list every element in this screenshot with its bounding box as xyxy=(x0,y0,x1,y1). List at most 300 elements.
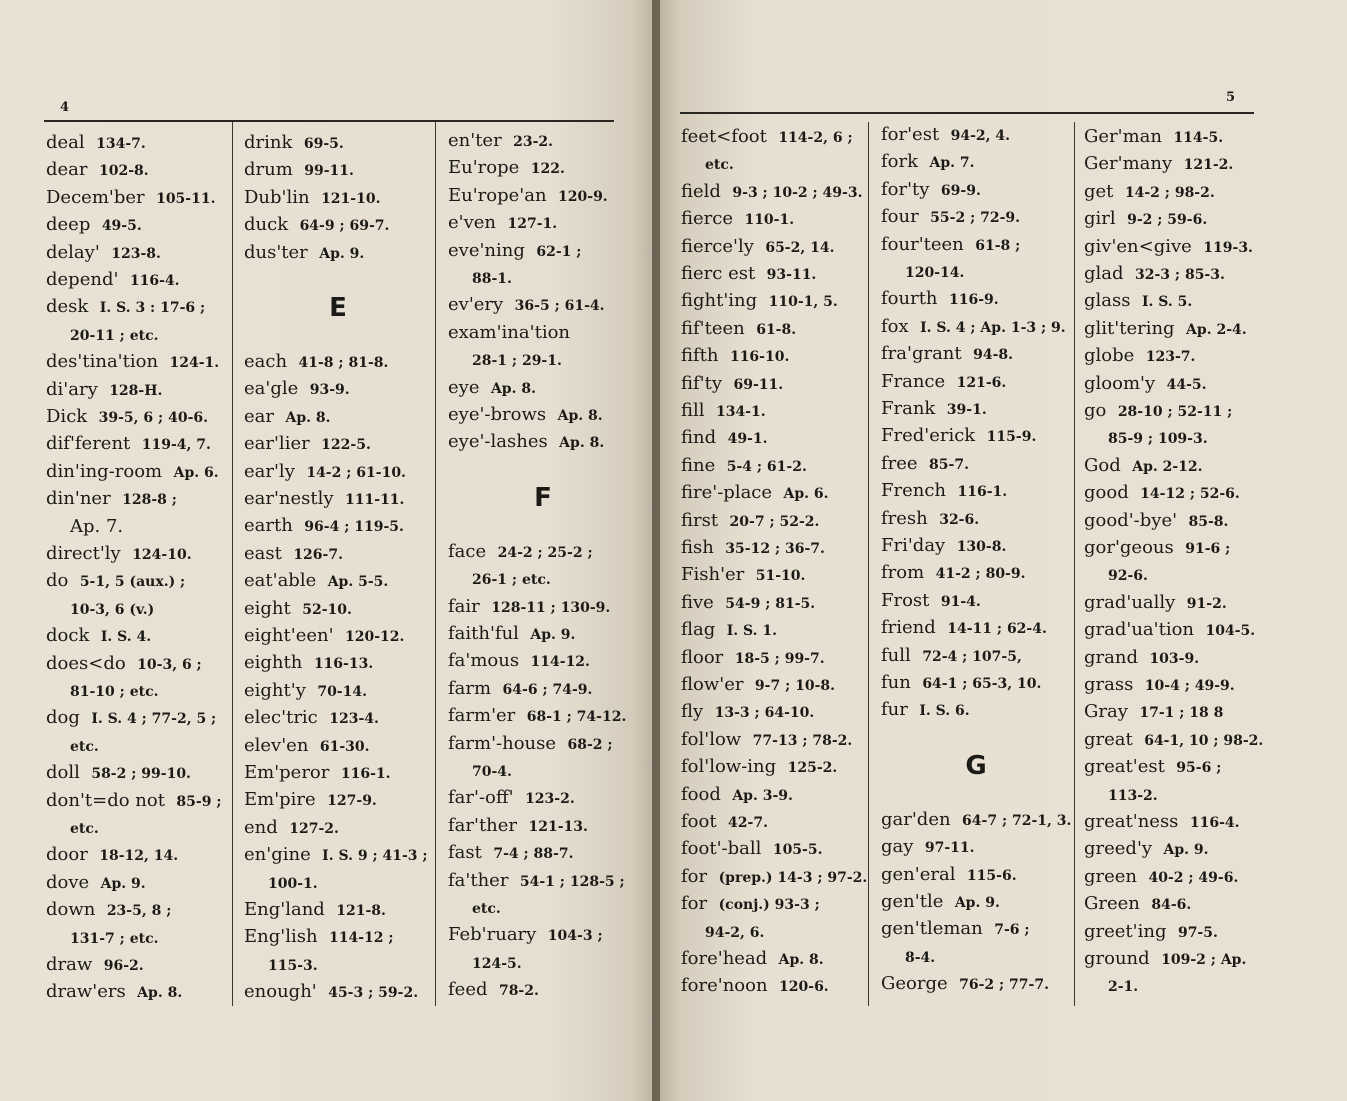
index-entry xyxy=(881,617,1047,640)
index-entry xyxy=(1084,208,1207,231)
index-entry xyxy=(881,398,987,421)
entry-word: for'est xyxy=(881,124,940,145)
entry-reference: 49-1. xyxy=(727,431,768,448)
entry-reference: 127-2. xyxy=(289,820,339,837)
index-entry-continuation xyxy=(244,872,318,895)
index-entry xyxy=(881,973,1049,996)
entry-reference: 28-10 ; 52-11 ; xyxy=(1117,404,1233,420)
column-5 xyxy=(881,124,1071,1004)
index-entry xyxy=(46,707,216,730)
entry-reference: 20-11 ; etc. xyxy=(70,327,159,344)
index-entry xyxy=(448,979,539,1002)
index-entry xyxy=(881,836,975,859)
index-entry xyxy=(46,269,180,292)
index-entry xyxy=(681,318,796,341)
index-entry xyxy=(1084,948,1246,971)
entry-word: fa'ther xyxy=(448,869,509,891)
entry-reference: 81-10 ; etc. xyxy=(70,684,159,700)
index-entry xyxy=(448,404,603,427)
index-entry xyxy=(681,263,816,286)
index-entry-continuation xyxy=(448,760,512,783)
entry-word: greed'y xyxy=(1084,838,1153,860)
entry-word: fourth xyxy=(881,288,938,310)
index-entry-continuation xyxy=(244,954,318,977)
entry-reference: 116-1. xyxy=(957,484,1008,501)
entry-reference: 32-3 ; 85-3. xyxy=(1135,267,1225,283)
index-entry xyxy=(681,948,824,971)
entry-word: dear xyxy=(46,159,88,181)
entry-reference: 105-5. xyxy=(772,842,823,859)
entry-reference: 120-6. xyxy=(779,979,829,996)
entry-word: farm'er xyxy=(448,705,516,727)
index-entry xyxy=(681,482,829,505)
entry-reference: 69-11. xyxy=(733,376,784,393)
index-entry xyxy=(244,351,388,374)
entry-word: Ap. 7. xyxy=(70,515,124,537)
index-entry xyxy=(448,815,588,838)
entry-word: en'gine xyxy=(244,844,311,866)
entry-word: dove xyxy=(46,871,90,893)
right-page xyxy=(660,0,1347,1101)
entry-reference: 70-14. xyxy=(317,683,367,700)
entry-reference: 55-2 ; 72-9. xyxy=(930,210,1021,227)
entry-word: Eng'land xyxy=(244,899,325,920)
entry-reference: 122. xyxy=(530,161,565,178)
right-page-number: 5 xyxy=(1226,90,1236,105)
index-entry xyxy=(46,461,219,484)
entry-reference: I. S. 4. xyxy=(100,629,152,646)
entry-word: grand xyxy=(1084,646,1138,668)
entry-word: good xyxy=(1084,482,1129,504)
entry-word: from xyxy=(881,562,925,584)
index-entry xyxy=(448,705,626,728)
entry-word: Fri'day xyxy=(881,535,946,556)
index-entry xyxy=(681,427,768,450)
entry-reference: 127-1. xyxy=(507,216,558,233)
entry-reference: 40-2 ; 49-6. xyxy=(1148,869,1239,886)
entry-reference: 5-1, 5 (aux.) ; xyxy=(79,574,186,591)
column-4 xyxy=(681,124,868,1004)
entry-word: Fish'er xyxy=(681,564,745,586)
entry-word: full xyxy=(881,644,911,666)
entry-reference: 102-8. xyxy=(98,163,149,180)
entry-word: French xyxy=(881,480,947,502)
index-entry-continuation xyxy=(46,680,158,703)
entry-reference: 54-9 ; 81-5. xyxy=(725,595,816,612)
entry-reference: (prep.) 14-3 ; 97-2. xyxy=(718,869,868,886)
index-entry xyxy=(681,647,825,670)
entry-reference: I. S. 1. xyxy=(726,623,777,640)
entry-word: fight'ing xyxy=(681,290,758,312)
entry-word: drink xyxy=(244,132,293,153)
entry-word: does<do xyxy=(46,652,126,674)
index-entry xyxy=(681,729,852,752)
entry-word: flow'er xyxy=(681,674,744,695)
entry-reference: Ap. 9. xyxy=(319,245,365,262)
index-entry xyxy=(681,373,783,396)
entry-word: din'ner xyxy=(46,488,111,510)
entry-word: feet<foot xyxy=(681,126,767,147)
entry-reference: 20-7 ; 52-2. xyxy=(729,513,820,530)
index-entry xyxy=(46,242,161,265)
entry-word: don't=do not xyxy=(46,789,165,811)
entry-word: fif'ty xyxy=(681,372,723,394)
entry-word: delay' xyxy=(46,241,100,263)
entry-word: fine xyxy=(681,454,716,476)
entry-word: e'ven xyxy=(448,212,497,234)
entry-reference: 116-9. xyxy=(948,292,999,309)
entry-word: floor xyxy=(681,646,724,668)
entry-word: farm'-house xyxy=(448,732,557,754)
entry-reference: 116-4. xyxy=(129,273,180,289)
entry-word: field xyxy=(681,180,721,202)
entry-word: fifth xyxy=(681,345,719,367)
entry-reference: 115-3. xyxy=(268,957,318,974)
entry-word: fork xyxy=(881,151,919,173)
entry-reference: 42-7. xyxy=(728,815,768,831)
entry-reference: Ap. 9. xyxy=(100,875,146,892)
entry-reference: 127-9. xyxy=(327,793,377,810)
index-entry xyxy=(1084,263,1225,286)
header-rule-right xyxy=(680,112,1254,114)
entry-reference: 121-6. xyxy=(956,374,1007,391)
entry-reference: 49-5. xyxy=(101,218,142,235)
entry-word: for'ty xyxy=(881,178,930,200)
entry-word: Frost xyxy=(881,589,930,611)
section-letter-heading: E xyxy=(329,293,347,323)
entry-word: Gray xyxy=(1084,701,1128,723)
entry-reference: 104-3 ; xyxy=(547,928,603,945)
entry-word: fore'noon xyxy=(681,975,768,997)
entry-word: gar'den xyxy=(881,808,951,830)
entry-word: Dub'lin xyxy=(244,186,310,208)
entry-word: gen'tleman xyxy=(881,918,983,940)
entry-word: des'tina'tion xyxy=(46,351,159,373)
entry-word: face xyxy=(448,540,487,562)
index-entry xyxy=(46,406,208,429)
entry-reference: 85-7. xyxy=(929,456,969,473)
index-entry xyxy=(1084,318,1247,341)
entry-word: find xyxy=(681,427,717,449)
entry-reference: Ap. 6. xyxy=(783,486,829,503)
entry-word: gen'tle xyxy=(881,891,944,912)
entry-word: Eng'lish xyxy=(244,926,318,948)
index-entry xyxy=(448,596,610,619)
entry-word: fill xyxy=(681,400,705,421)
index-entry-continuation xyxy=(881,946,935,969)
entry-reference: 97-11. xyxy=(924,840,975,857)
entry-reference: 51-10. xyxy=(755,568,806,585)
index-entry xyxy=(244,735,370,758)
entry-reference: 123-8. xyxy=(111,245,161,262)
entry-reference: 121-8. xyxy=(336,903,386,919)
entry-word: fierce'ly xyxy=(681,235,754,257)
entry-reference: 104-5. xyxy=(1205,623,1256,640)
entry-word: fire'-place xyxy=(681,482,773,504)
index-entry xyxy=(681,181,862,204)
entry-word: friend xyxy=(881,617,936,639)
entry-word: Em'pire xyxy=(244,789,316,811)
index-entry-continuation xyxy=(881,261,964,284)
entry-reference: 64-6 ; 74-9. xyxy=(502,681,593,698)
entry-reference: 7-6 ; xyxy=(994,922,1030,939)
entry-reference: Ap. 2-12. xyxy=(1132,458,1203,475)
entry-reference: 61-30. xyxy=(319,738,370,755)
entry-reference: 36-5 ; 61-4. xyxy=(514,298,605,315)
index-entry xyxy=(46,954,144,977)
index-entry xyxy=(448,787,575,810)
index-entry xyxy=(1084,126,1223,149)
entry-word: draw xyxy=(46,954,93,975)
index-entry xyxy=(681,564,805,587)
index-entry-continuation xyxy=(448,349,562,372)
entry-reference: 94-2, 4. xyxy=(950,128,1011,144)
entry-word: Green xyxy=(1084,893,1140,915)
index-entry xyxy=(46,981,182,1004)
index-entry xyxy=(448,294,605,317)
entry-reference: Ap. 2-4. xyxy=(1186,321,1247,338)
entry-word: for xyxy=(681,893,708,915)
entry-word: gloom'y xyxy=(1084,372,1156,394)
entry-reference: 119-4, 7. xyxy=(141,437,211,454)
entry-reference: 116-13. xyxy=(313,656,374,673)
entry-word: faith'ful xyxy=(448,623,519,644)
index-entry xyxy=(1084,647,1199,670)
entry-word: Ger'many xyxy=(1084,153,1173,175)
index-entry xyxy=(881,371,1006,394)
entry-reference: 23-5, 8 ; xyxy=(106,903,172,920)
entry-reference: 111-11. xyxy=(345,492,405,508)
entry-word: fish xyxy=(681,537,714,558)
index-entry xyxy=(881,891,1000,914)
entry-word: foot xyxy=(681,811,717,832)
entry-reference: 64-1, 10 ; 98-2. xyxy=(1144,732,1264,749)
entry-reference: 113-2. xyxy=(1108,787,1158,804)
entry-reference: 62-1 ; xyxy=(536,243,582,260)
entry-reference: 131-7 ; etc. xyxy=(70,930,159,947)
entry-reference: 14-11 ; 62-4. xyxy=(947,621,1047,638)
index-entry xyxy=(46,296,205,319)
entry-reference: 72-4 ; 107-5, xyxy=(922,648,1022,665)
entry-reference: I. S. 4 ; Ap. 1-3 ; 9. xyxy=(920,319,1066,336)
entry-word: ear'lier xyxy=(244,433,310,455)
index-entry xyxy=(681,893,820,916)
index-entry xyxy=(881,864,1017,887)
entry-word: ear'ly xyxy=(244,460,295,482)
entry-reference: (conj.) 93-3 ; xyxy=(718,897,820,914)
entry-word: dog xyxy=(46,707,80,729)
entry-word: fox xyxy=(881,315,909,337)
index-entry xyxy=(244,242,364,265)
entry-reference: 123-2. xyxy=(525,791,575,808)
entry-reference: 94-8. xyxy=(973,347,1014,364)
entry-reference: 96-2. xyxy=(103,958,144,974)
entry-reference: 41-2 ; 80-9. xyxy=(935,566,1026,583)
entry-reference: 61-8. xyxy=(756,321,797,338)
entry-reference: 9-3 ; 10-2 ; 49-3. xyxy=(732,184,863,201)
entry-reference: 10-3, 6 ; xyxy=(137,656,202,673)
entry-reference: 68-2 ; xyxy=(567,736,613,753)
entry-reference: 116-10. xyxy=(729,349,790,366)
entry-reference: 14-2 ; 61-10. xyxy=(306,464,406,481)
entry-reference: Ap. 9. xyxy=(1163,842,1209,859)
entry-word: desk xyxy=(46,296,89,318)
entry-reference: 115-9. xyxy=(986,429,1037,446)
index-entry xyxy=(448,185,608,208)
entry-word: four'teen xyxy=(881,233,964,255)
index-entry-continuation xyxy=(46,598,154,621)
entry-word: fly xyxy=(681,701,704,723)
entry-reference: I. S. 5. xyxy=(1141,294,1193,311)
entry-reference: 85-9 ; xyxy=(176,793,222,810)
index-entry-continuation xyxy=(448,897,501,920)
index-entry xyxy=(881,672,1041,695)
entry-word: feed xyxy=(448,979,488,1001)
index-entry-continuation xyxy=(1084,564,1148,587)
entry-reference: 105-11. xyxy=(156,190,216,207)
entry-word: doll xyxy=(46,762,80,784)
index-entry-continuation xyxy=(46,927,158,950)
entry-reference: 100-1. xyxy=(268,875,318,892)
entry-word: exam'ina'tion xyxy=(448,321,571,343)
entry-reference: 121-2. xyxy=(1183,157,1234,174)
index-entry xyxy=(1084,811,1240,834)
entry-reference: 97-5. xyxy=(1177,924,1218,941)
entry-reference: Ap. 8. xyxy=(490,380,536,397)
entry-reference: 119-3. xyxy=(1203,239,1253,256)
index-entry xyxy=(881,206,1020,229)
entry-reference: 91-6 ; xyxy=(1185,541,1231,557)
index-entry-continuation xyxy=(46,735,99,758)
index-entry-continuation xyxy=(681,921,764,944)
entry-reference: 85-9 ; 109-3. xyxy=(1108,431,1208,448)
entry-reference: 35-12 ; 36-7. xyxy=(725,541,825,557)
entry-reference: 65-2, 14. xyxy=(765,239,835,256)
index-entry-continuation xyxy=(448,568,551,591)
entry-word: gen'eral xyxy=(881,863,956,885)
entry-word: far'ther xyxy=(448,814,518,836)
column-divider xyxy=(232,122,233,1006)
entry-reference: 5-4 ; 61-2. xyxy=(726,458,807,475)
entry-word: green xyxy=(1084,865,1138,887)
index-entry xyxy=(681,290,838,313)
entry-reference: 9-7 ; 10-8. xyxy=(754,678,836,694)
entry-word: glad xyxy=(1084,263,1124,284)
index-entry xyxy=(46,159,149,182)
entry-reference: 122-5. xyxy=(321,437,371,454)
entry-reference: 134-7. xyxy=(96,136,146,152)
index-entry-continuation xyxy=(1084,427,1208,450)
index-entry xyxy=(881,288,999,311)
index-entry xyxy=(1084,701,1223,724)
entry-word: eight'een' xyxy=(244,625,334,646)
entry-reference: 69-5. xyxy=(303,136,344,152)
entry-reference: 2-1. xyxy=(1108,979,1139,996)
entry-reference: 110-1, 5. xyxy=(768,294,838,311)
entry-reference: Ap. 6. xyxy=(173,464,219,481)
entry-word: dus'ter xyxy=(244,241,308,263)
entry-word: ea'gle xyxy=(244,378,299,400)
index-entry xyxy=(881,179,981,202)
entry-reference: 114-12. xyxy=(530,654,590,671)
entry-reference: 76-2 ; 77-7. xyxy=(959,977,1049,994)
column-6 xyxy=(1084,124,1284,1004)
index-entry-continuation xyxy=(1084,975,1138,998)
index-entry xyxy=(448,842,573,865)
entry-reference: 78-2. xyxy=(498,983,539,1000)
index-entry xyxy=(681,619,777,642)
entry-reference: 54-1 ; 128-5 ; xyxy=(519,873,625,890)
entry-word: fierc est xyxy=(681,263,756,284)
index-entry xyxy=(244,707,379,730)
header-rule-left xyxy=(44,120,614,122)
entry-word: good'-bye' xyxy=(1084,509,1178,531)
index-entry xyxy=(681,126,853,149)
index-entry xyxy=(448,130,553,153)
index-entry xyxy=(681,975,829,998)
entry-word: George xyxy=(881,973,948,995)
entry-reference: 58-2 ; 99-10. xyxy=(91,766,191,783)
index-entry xyxy=(244,680,367,703)
entry-reference: 125-2. xyxy=(787,760,838,777)
entry-reference: 92-6. xyxy=(1108,568,1148,585)
left-page xyxy=(0,0,652,1101)
entry-reference: 64-7 ; 72-1, 3. xyxy=(962,812,1072,829)
entry-reference: Ap. 8. xyxy=(557,408,603,424)
index-entry xyxy=(1084,455,1203,478)
entry-reference: 45-3 ; 59-2. xyxy=(328,985,419,1002)
index-entry xyxy=(244,762,391,785)
section-letter-heading: G xyxy=(965,750,987,781)
entry-word: girl xyxy=(1084,208,1116,230)
entry-word: down xyxy=(46,899,96,921)
index-entry-continuation xyxy=(46,516,123,538)
entry-reference: etc. xyxy=(70,821,99,837)
index-entry xyxy=(1084,838,1209,861)
entry-reference: 64-9 ; 69-7. xyxy=(299,218,390,235)
entry-word: Eu'rope xyxy=(448,157,520,179)
index-entry xyxy=(448,377,536,400)
column-divider xyxy=(868,122,869,1006)
entry-word: go xyxy=(1084,400,1107,421)
entry-reference: I. S. 4 ; 77-2, 5 ; xyxy=(91,711,217,728)
index-entry xyxy=(1084,510,1228,533)
index-entry xyxy=(881,151,974,174)
entry-reference: 110-1. xyxy=(744,212,795,229)
entry-word: Frank xyxy=(881,398,936,419)
entry-word: God xyxy=(1084,454,1121,476)
entry-word: globe xyxy=(1084,345,1135,367)
column-divider xyxy=(435,122,436,1006)
entry-reference: Ap. 8. xyxy=(137,985,183,1002)
index-entry xyxy=(46,790,222,813)
entry-word: en'ter xyxy=(448,130,502,151)
entry-reference: Ap. 5-5. xyxy=(327,574,389,591)
index-entry xyxy=(448,623,575,646)
index-entry xyxy=(46,872,146,895)
entry-reference: 18-5 ; 99-7. xyxy=(734,650,825,667)
column-divider xyxy=(1074,122,1075,1006)
index-entry xyxy=(244,926,394,949)
entry-word: get xyxy=(1084,180,1114,202)
index-entry xyxy=(881,316,1066,339)
entry-word: deep xyxy=(46,214,91,236)
entry-word: earth xyxy=(244,515,293,537)
entry-word: gay xyxy=(881,836,914,858)
entry-reference: I. S. 9 ; 41-3 ; xyxy=(322,848,428,865)
entry-reference: etc. xyxy=(705,157,734,174)
entry-reference: Ap. 8. xyxy=(778,952,824,968)
